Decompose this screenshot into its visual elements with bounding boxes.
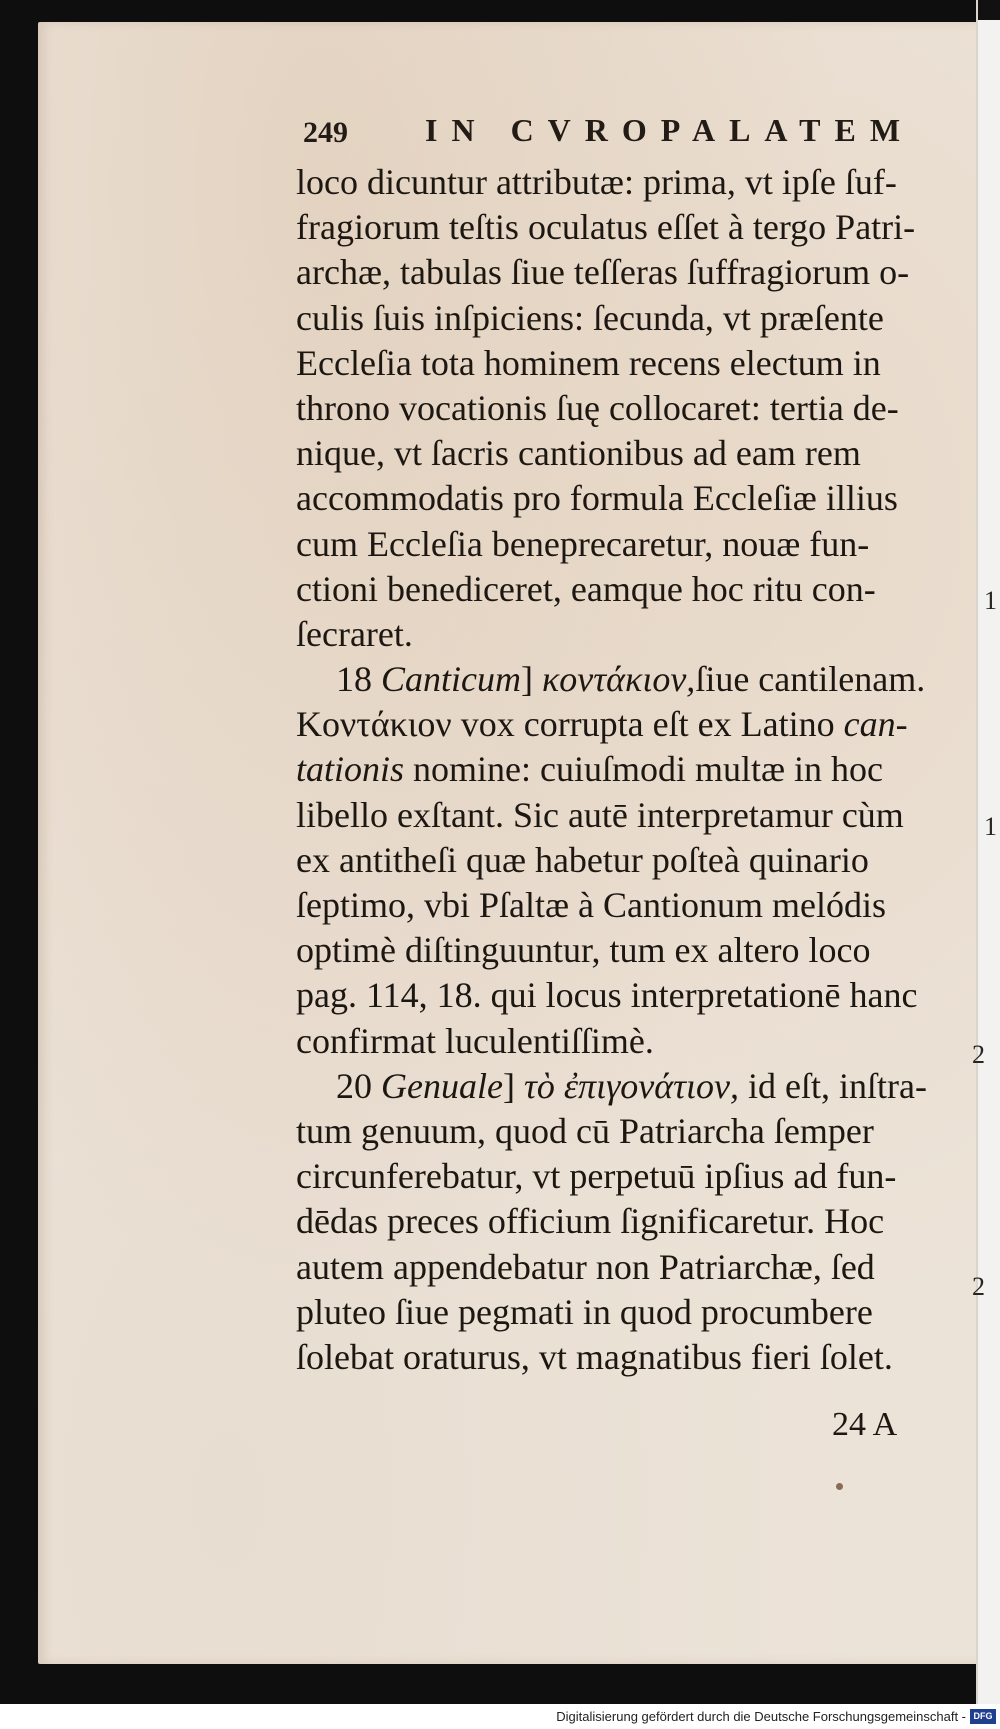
note-text: ſiue cantilenam. (695, 659, 926, 700)
text-line: confirmat luculentiſſimè. (296, 1020, 654, 1061)
text-line: accommodatis pro formula Eccleſiæ illius (296, 478, 898, 519)
text-line: ſecraret. (296, 613, 413, 654)
text-line: circunferebatur, vt perpetuū ipſius ad fun- (296, 1156, 897, 1197)
note-number: 20 (336, 1065, 372, 1106)
text-line: archæ, tabulas ſiue teſſeras ſuffragiorum o- (296, 252, 910, 293)
text-line: pag. 114, 18. qui locus interpretationē hanc (296, 975, 918, 1016)
margin-note: 2 (972, 1040, 985, 1069)
note-lemma: Genuale (381, 1065, 503, 1106)
text-line: loco dicuntur attributæ: prima, vt ipſe ſuf- (296, 162, 897, 202)
text-line: Κοντάκιον vox corrupta eſt ex Latino can- (296, 704, 908, 745)
text-line: ctioni benediceret, eamque hoc ritu con- (296, 568, 876, 609)
margin-note: 1 (984, 812, 997, 841)
text-line: tum genuum, quod cū Patriarcha ſemper (296, 1110, 874, 1151)
note-18-heading: 18 Canticum] κοντάκιον,ſiue cantilenam. (336, 659, 926, 700)
text-line: nique, vt ſacris cantionibus ad eam rem (296, 433, 861, 474)
greek-term: Κοντάκιον (296, 704, 452, 745)
note-lemma: Canticum (381, 659, 521, 700)
text-line: throno vocationis ſuę collocaret: tertia de- (296, 387, 899, 428)
text-line: ſeptimo, vbi Pſaltæ à Cantionum melódis (296, 885, 886, 925)
note-20-heading: 20 Genuale] τὸ ἐπιγονάτιον, id eſt, inſtra- (336, 1065, 927, 1106)
footer-bar (0, 1704, 1000, 1729)
text-line: Eccleſia tota hominem recens electum in (296, 342, 881, 383)
page-header (303, 112, 923, 152)
text-line: ex antitheſi quæ habetur poſteà quinario (296, 839, 869, 880)
text-line: optimè diſtinguuntur, tum ex altero loco (296, 930, 871, 971)
note-number: 18 (336, 659, 372, 700)
running-title: IN CVROPALATEM (425, 112, 915, 148)
text-line: dēdas preces officium ſignificaretur. Hoc (296, 1201, 885, 1242)
corner-shadow (978, 0, 1000, 20)
greek-term: κοντάκιον, (542, 659, 696, 700)
text-line: cum Eccleſia beneprecaretur, nouæ fun- (296, 523, 870, 564)
text-line: ſolebat oraturus, vt magnatibus fieri ſolet. (296, 1336, 893, 1377)
margin-note: 1 (984, 586, 997, 615)
text-line: culis ſuis inſpiciens: ſecunda, vt præſente (296, 297, 884, 338)
page-number: 249 (303, 116, 348, 149)
text-line: pluteo ſiue pegmati in quod procumbere (296, 1291, 873, 1332)
text-line: libello exſtant. Sic autē interpretamur cùm (296, 794, 904, 835)
text-line: autem appendebatur non Patriarchæ, ſed (296, 1246, 875, 1287)
paper-speck (836, 1483, 843, 1490)
text-line: fragiorum teſtis oculatus eſſet à tergo Patri- (296, 207, 916, 248)
greek-term: τὸ ἐπιγονάτιον, (523, 1065, 740, 1106)
dfg-logo-icon: DFG (970, 1709, 996, 1724)
page-body (296, 160, 986, 1380)
note-text: id eſt, inſtra- (748, 1065, 927, 1106)
catchword-signature: 24 A (832, 1406, 898, 1443)
margin-note: 2 (972, 1272, 985, 1301)
text-line: tationis nomine: cuiuſmodi multæ in hoc (296, 749, 883, 790)
funding-credit: Digitalisierung gefördert durch die Deutsche Forschungsgemeinschaft - (556, 1709, 966, 1724)
